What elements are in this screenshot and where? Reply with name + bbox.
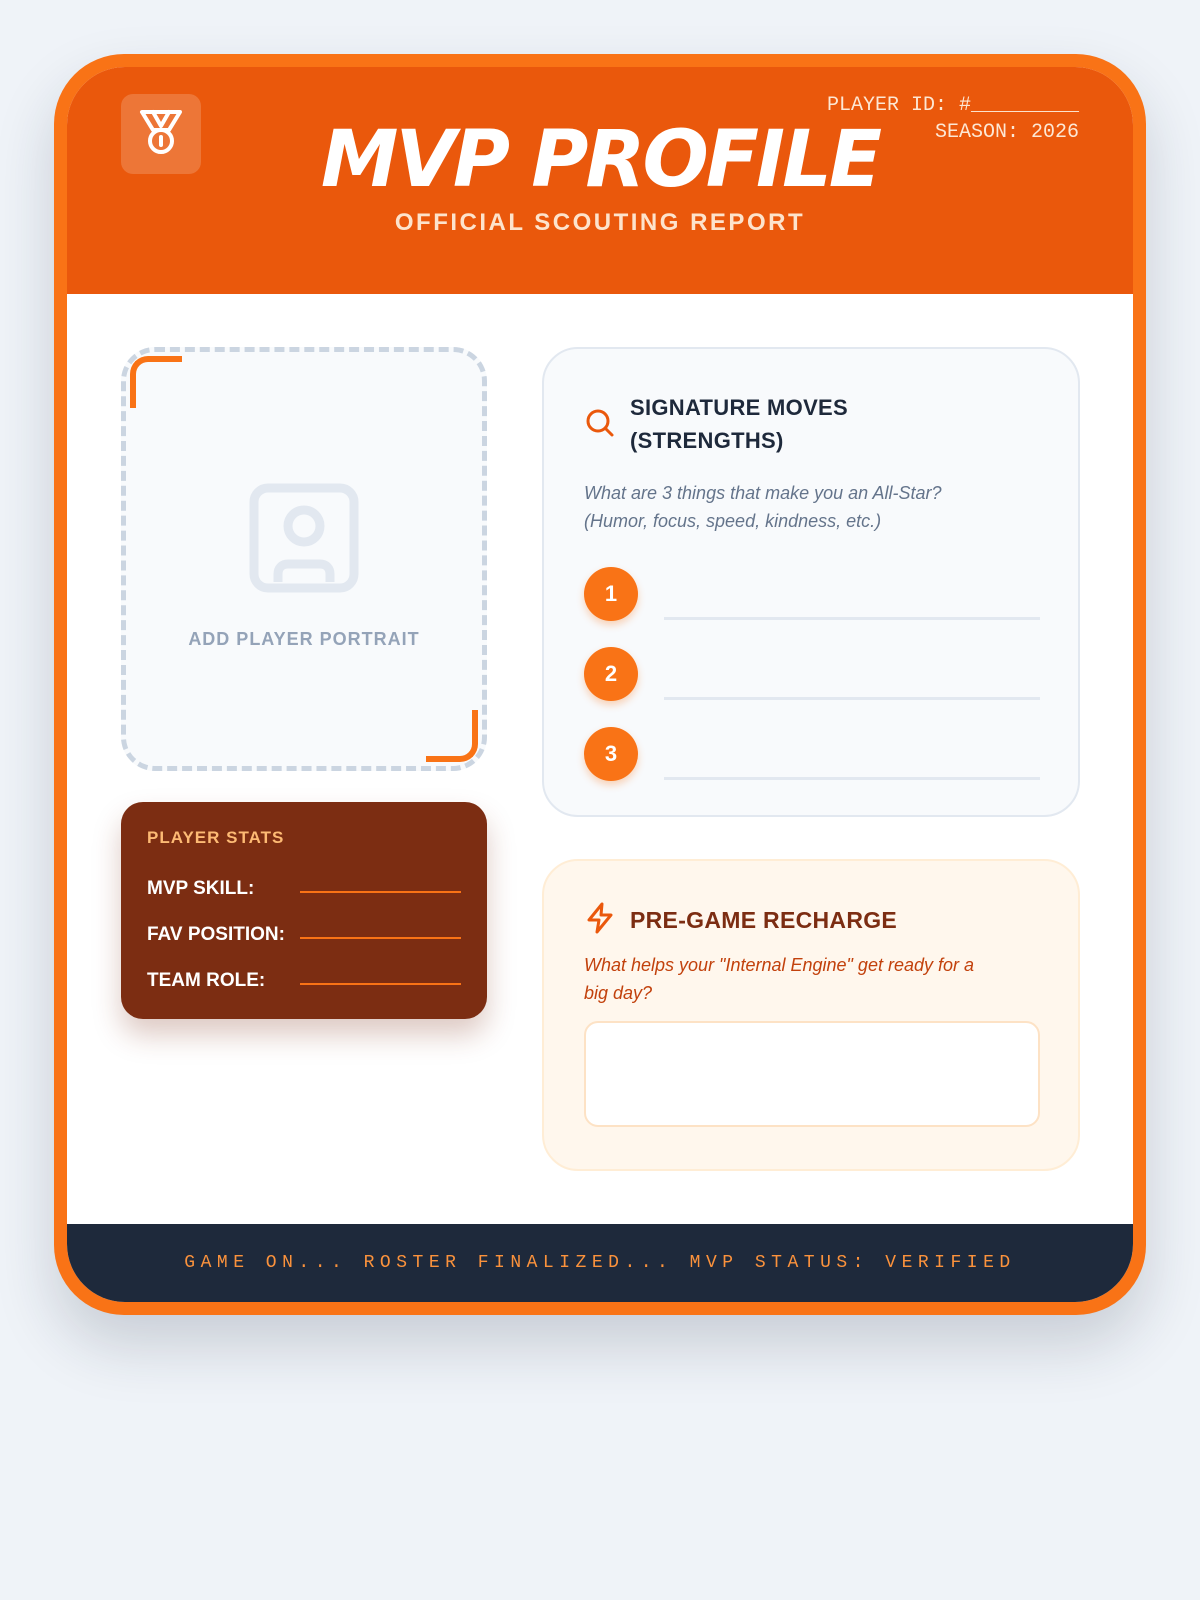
recharge-title: PRE-GAME RECHARGE (630, 907, 898, 933)
recharge-header (584, 901, 897, 940)
profile-card-inner (67, 67, 1133, 1302)
stat-row-team-role (147, 958, 461, 1004)
signature-moves-prompt (584, 479, 1024, 535)
portrait-label: ADD PLAYER PORTRAIT (188, 629, 420, 649)
move-number-badge: 1 (584, 567, 638, 621)
footer-status-text: GAME ON... ROSTER FINALIZED... MVP STATUS: VERIFIED (184, 1253, 1016, 1273)
signature-moves-header (584, 391, 930, 457)
player-stats-panel (121, 802, 487, 1019)
player-id: PLAYER ID: #_________ (826, 94, 1079, 117)
move-number-badge: 3 (584, 727, 638, 781)
corner-accent (426, 710, 478, 762)
stat-label: FAV POSITION: (147, 924, 285, 945)
signature-moves-title (630, 391, 930, 457)
move-item (584, 647, 1040, 701)
title-line: (STRENGTHS) (630, 428, 784, 453)
season: SEASON: 2026 (934, 121, 1079, 144)
stat-label: MVP SKILL: (147, 878, 255, 899)
stats-title: PLAYER STATS (147, 828, 285, 847)
page-subtitle: OFFICIAL SCOUTING REPORT (394, 209, 806, 236)
prompt-line: big day? (584, 983, 653, 1003)
pre-game-recharge-panel (542, 859, 1080, 1171)
recharge-prompt (584, 951, 1034, 1007)
move-item (584, 567, 1040, 621)
page-title: MVP PROFILE (320, 115, 880, 205)
profile-card (54, 54, 1146, 1315)
stat-label: TEAM ROLE: (147, 970, 266, 991)
stat-input-line[interactable] (300, 937, 461, 939)
signature-moves-panel (542, 347, 1080, 817)
recharge-answer-field[interactable] (584, 1021, 1040, 1127)
prompt-line: (Humor, focus, speed, kindness, etc.) (584, 511, 882, 531)
lightning-icon (584, 901, 616, 940)
stat-row-mvp-skill (147, 866, 461, 912)
portrait-upload[interactable] (121, 347, 487, 771)
user-portrait-icon (248, 482, 360, 599)
move-input-line[interactable] (664, 697, 1040, 700)
stat-input-line[interactable] (300, 983, 461, 985)
corner-accent (130, 356, 182, 408)
move-number-badge: 2 (584, 647, 638, 701)
stat-row-fav-position (147, 912, 461, 958)
search-icon (584, 407, 618, 444)
title-line: SIGNATURE MOVES (630, 395, 849, 420)
header (67, 67, 1133, 294)
prompt-line: What helps your "Internal Engine" get ready for a (584, 955, 974, 975)
stat-input-line[interactable] (300, 891, 461, 893)
footer-bar (67, 1224, 1133, 1302)
prompt-line: What are 3 things that make you an All-Star? (584, 483, 942, 503)
move-input-line[interactable] (664, 777, 1040, 780)
move-item (584, 727, 1040, 781)
move-input-line[interactable] (664, 617, 1040, 620)
